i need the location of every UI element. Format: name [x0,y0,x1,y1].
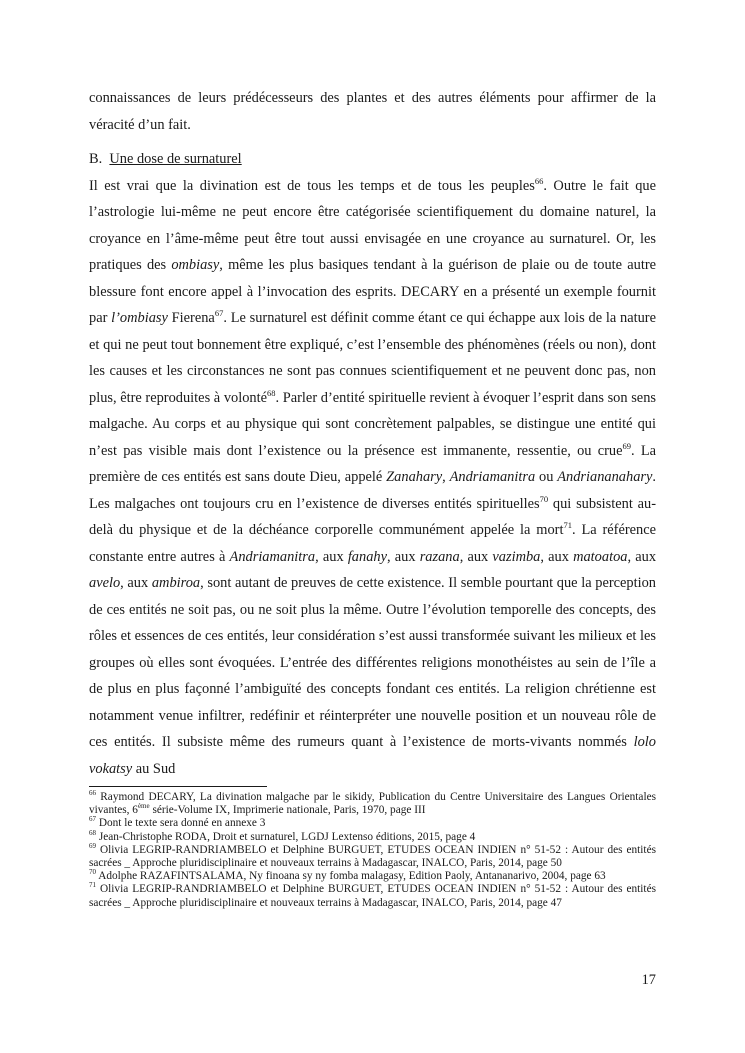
section-marker: B. [89,151,103,167]
page-number: 17 [641,972,656,988]
footnote-70: $^{70}$ Adolphe RAZAFINTSALAMA, Ny finoana sy ny fomba malagasy, Edition Paoly, Antananarivo, 2004, page 63 [89,868,606,883]
footnote-71: $^{71}$ Olivia LEGRIP-RANDRIAMBELO et Delphine BURGUET, ETUDES OCEAN INDIEN n° 51-52 : Autour des entités sacrées _ Approche pluridisciplinaire et nouveaux terrains à Madagascar, INALCO, Paris, 2014, page 47 [89,881,656,909]
section-heading [89,146,656,173]
footnotes [89,791,656,910]
footnote-ref-69[interactable]: 69 [622,440,631,451]
footnote-ref-68[interactable]: 68 [267,387,276,398]
footnote-68: $^{68}$ Jean-Christophe RODA, Droit et surnaturel, LGDJ Lextenso éditions, 2015, page 4 [89,828,476,843]
footnote-69: $^{69}$ Olivia LEGRIP-RANDRIAMBELO et Delphine BURGUET, ETUDES OCEAN INDIEN n° 51-52 : Autour des entités sacrées _ Approche pluridisciplinaire et nouveaux terrains à Madagascar, INALCO, Paris, 2014, page 50 [89,842,656,870]
footnote-66: $^{66}$ Raymond DECARY, La divination malgache par le sikidy, Publication du Centre Universitaire des Langues Orientales vivantes, 6ème série-Volume IX, Imprimerie nationale, Paris, 1970, page III [89,789,656,817]
footnote-separator [89,786,267,787]
page-body [89,85,656,782]
paragraph-continuation: connaissances de leurs prédécesseurs des plantes et des autres éléments pour affirmer de la véracité d’un fait. [89,90,656,133]
main-paragraph: Il est vrai que la divination est de tous les temps et de tous les peuples$^{66}$. Outre le fait que l’astrologie lui-même ne peut encore être catégorisée scientifiquement du domaine naturel, la croyance en l’âme-même peut être tout aussi envisagée en une croyance au surnaturel. Or, les pratiques des ombiasy, même les plus basiques tendant à la guérison de plaie ou de toute autre blessure font encore appel à l’invocation des esprits. DECARY en a présenté un exemple fournit par l’ombiasy Fierena$^{67}$. Le surnaturel est définit comme étant ce qui échappe aux lois de la nature et qui ne peut tout bonnement être expliqué, c’est l’ensemble des phénomènes (réels ou non), dont les causes et les circonstances ne sont pas connues scientifiquement et ne peuvent donc pas, non plus, être reproduites à volonté$^{68}$. Parler d’entité spirituelle revient à évoquer l’esprit dans son sens malgache. Au corps et au physique qui sont concrètement palpables, se distingue une entité qui n’est pas visible mais dont l’existence ou la présence est immanente, ressentie, ou crue$^{69}$. La première de ces entités est sans doute Dieu, appelé Zanahary, Andriamanitra ou Andriananahary. Les malgaches ont toujours cru en l’existence de diverses entités spirituelles$^{70}$ qui subsistent au-delà du physique et de la déchéance corporelle communément appelée la mort$^{71}$. La référence constante entre autres à Andriamanitra, aux fanahy, aux razana, aux vazimba, aux matoatoa, aux avelo, aux ambiroa, sont autant de preuves de cette existence. Il semble pourtant que la perception de ces entités ne soit pas, ou ne soit plus la même. Outre l’évolution temporelle des concepts, des rôles et essences de ces entités, leur considération s’est aussi transformée suivant les milieux et les groupes où elles sont évoquées. L’entrée des différentes religions monothéistes au sein de l’île a de plus en plus façonné l’ambiguïté des concepts fondant ces entités. La religion chrétienne est notamment venue infiltrer, redéfinir et réinterpréter une nouvelle position et un nouveau rôle de ces entités. Il subsiste même des rumeurs quant à l’existence de morts-vivants nommés lolo vokatsy au Sud [89,175,657,777]
section-title: Une dose de surnaturel [109,151,242,167]
footnote-ref-71[interactable]: 71 [563,520,572,531]
footnote-67: $^{67}$ Dont le texte sera donné en annexe 3 [89,815,266,830]
footnote-ref-67[interactable]: 67 [214,308,224,319]
footnote-ref-66[interactable]: 66 [534,175,544,186]
footnote-ref-70[interactable]: 70 [539,493,549,504]
